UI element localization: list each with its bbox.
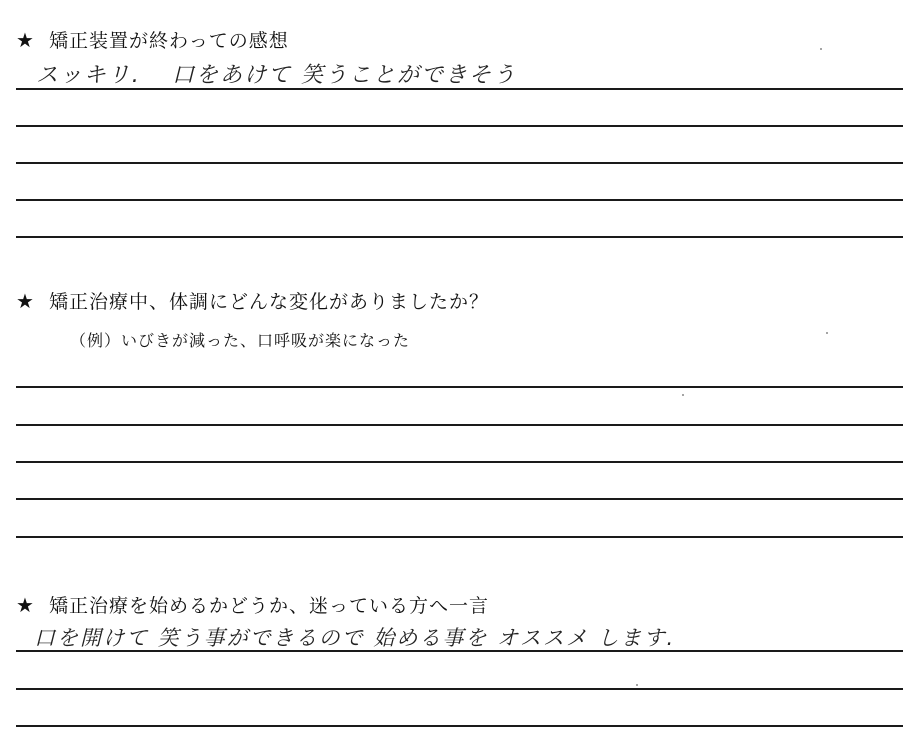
question-3 bbox=[16, 591, 489, 618]
answer-line bbox=[16, 199, 903, 201]
answer-line bbox=[16, 688, 903, 690]
answer-line bbox=[16, 424, 903, 426]
answer-line bbox=[16, 461, 903, 463]
answer-line bbox=[16, 498, 903, 500]
question-1-text: 矯正装置が終わっての感想 bbox=[48, 30, 289, 52]
answer-1-part-2: 口をあけて 笑うことができそう bbox=[172, 63, 517, 88]
star-icon: ★ bbox=[16, 592, 35, 617]
answer-line bbox=[16, 386, 903, 388]
question-1 bbox=[16, 26, 289, 53]
answer-line bbox=[16, 236, 903, 238]
star-icon: ★ bbox=[16, 27, 35, 52]
scan-speck bbox=[636, 684, 638, 686]
answer-line bbox=[16, 125, 903, 127]
answer-line bbox=[16, 725, 903, 727]
question-2-text: 矯正治療中、体調にどんな変化がありましたか？ bbox=[48, 291, 489, 313]
answer-line bbox=[16, 162, 903, 164]
answer-1-part-1: スッキリ. bbox=[36, 63, 141, 88]
scan-speck bbox=[682, 394, 684, 396]
question-3-text: 矯正治療を始めるかどうか、迷っている方へ一言 bbox=[48, 595, 489, 617]
question-2 bbox=[16, 287, 489, 314]
answer-3: 口を開けて 笑う事ができるので 始める事を オススメ します. bbox=[34, 626, 676, 650]
scan-speck bbox=[826, 332, 828, 334]
star-icon: ★ bbox=[16, 288, 35, 313]
scan-speck bbox=[820, 48, 822, 50]
answer-line bbox=[16, 536, 903, 538]
answer-line bbox=[16, 88, 903, 90]
question-2-example: （例）いびきが減った、口呼吸が楽になった bbox=[70, 331, 411, 350]
answer-line bbox=[16, 650, 903, 652]
